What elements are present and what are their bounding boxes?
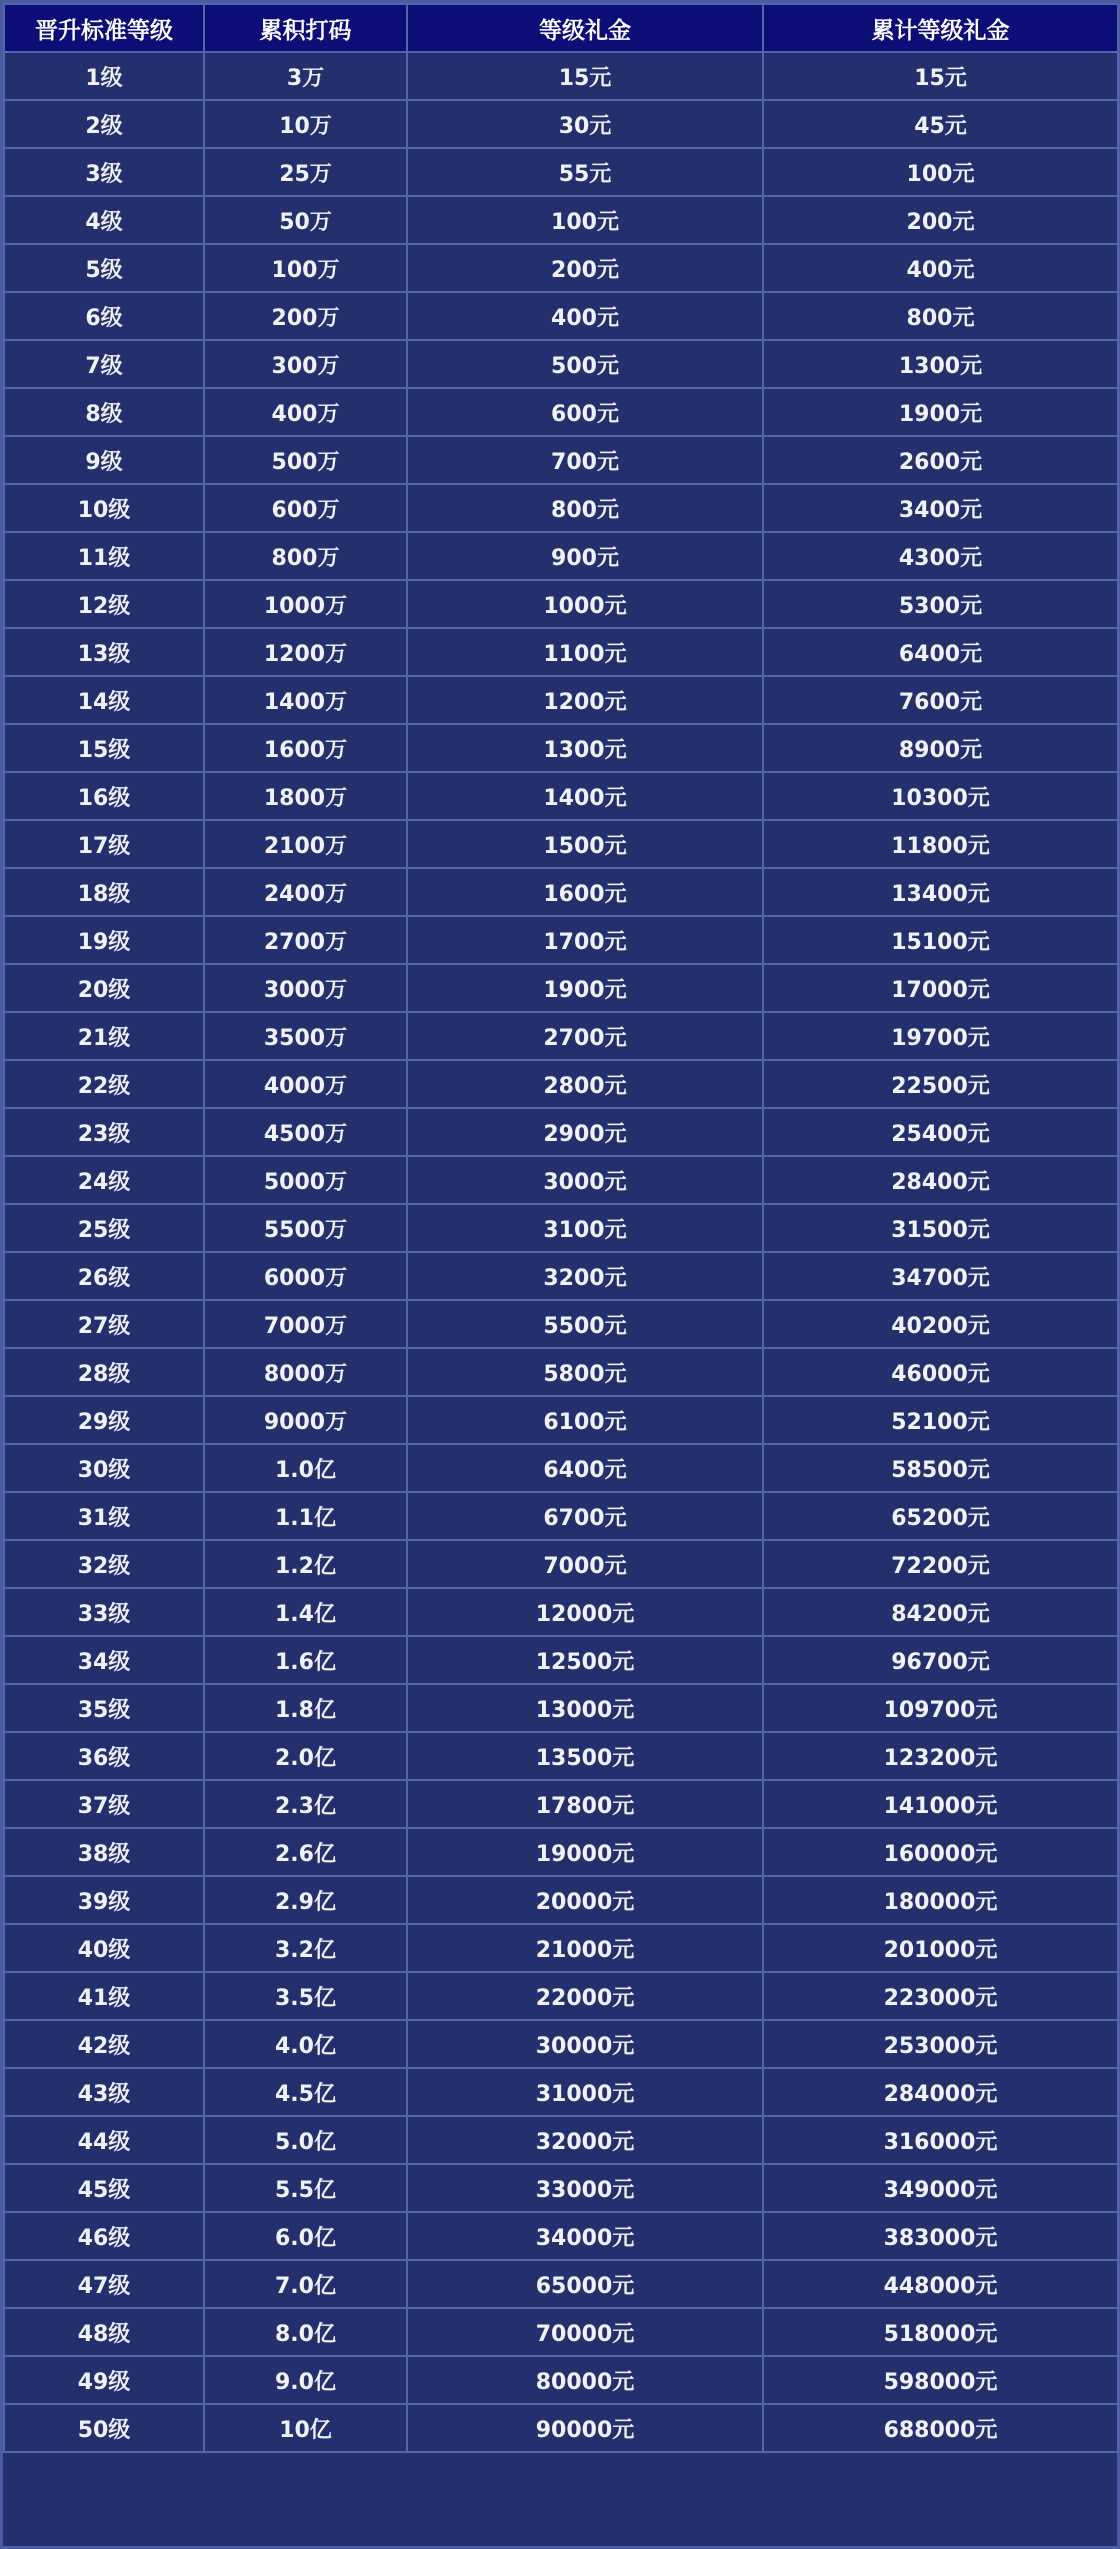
cell-level-bonus: 500元 <box>407 340 763 388</box>
cell-level: 9级 <box>4 436 204 484</box>
cell-cumulative-bonus: 15100元 <box>763 916 1118 964</box>
cell-level-bonus: 1200元 <box>407 676 763 724</box>
cell-cumulative-bonus: 25400元 <box>763 1108 1118 1156</box>
table-row <box>4 52 1118 100</box>
cell-cumulative-bonus: 141000元 <box>763 1780 1118 1828</box>
table-row <box>4 2212 1118 2260</box>
cell-cumulative-bonus: 65200元 <box>763 1492 1118 1540</box>
cell-level: 30级 <box>4 1444 204 1492</box>
cell-level: 32级 <box>4 1540 204 1588</box>
cell-level: 39级 <box>4 1876 204 1924</box>
cell-turnover: 3000万 <box>204 964 407 1012</box>
cell-cumulative-bonus: 34700元 <box>763 1252 1118 1300</box>
cell-cumulative-bonus: 5300元 <box>763 580 1118 628</box>
cell-cumulative-bonus: 2600元 <box>763 436 1118 484</box>
cell-turnover: 50万 <box>204 196 407 244</box>
cell-level: 12级 <box>4 580 204 628</box>
cell-level: 26级 <box>4 1252 204 1300</box>
cell-turnover: 25万 <box>204 148 407 196</box>
header-cumulative-bonus: 累计等级礼金 <box>763 4 1118 52</box>
cell-level-bonus: 34000元 <box>407 2212 763 2260</box>
cell-level: 44级 <box>4 2116 204 2164</box>
cell-cumulative-bonus: 3400元 <box>763 484 1118 532</box>
vip-level-table-frame <box>3 3 1117 2546</box>
cell-level-bonus: 100元 <box>407 196 763 244</box>
cell-level-bonus: 5500元 <box>407 1300 763 1348</box>
table-row <box>4 580 1118 628</box>
cell-level-bonus: 30000元 <box>407 2020 763 2068</box>
cell-cumulative-bonus: 688000元 <box>763 2404 1118 2452</box>
cell-level-bonus: 200元 <box>407 244 763 292</box>
cell-turnover: 1400万 <box>204 676 407 724</box>
table-row <box>4 916 1118 964</box>
cell-turnover: 2.3亿 <box>204 1780 407 1828</box>
table-row <box>4 2116 1118 2164</box>
table-row <box>4 148 1118 196</box>
cell-level: 1级 <box>4 52 204 100</box>
cell-level: 13级 <box>4 628 204 676</box>
cell-turnover: 7.0亿 <box>204 2260 407 2308</box>
vip-level-table <box>3 3 1119 2453</box>
cell-level: 50级 <box>4 2404 204 2452</box>
table-row <box>4 1396 1118 1444</box>
cell-level: 48级 <box>4 2308 204 2356</box>
cell-level: 27级 <box>4 1300 204 1348</box>
table-row <box>4 196 1118 244</box>
cell-turnover: 2.6亿 <box>204 1828 407 1876</box>
table-row <box>4 964 1118 1012</box>
table-row <box>4 100 1118 148</box>
table-row <box>4 1300 1118 1348</box>
cell-cumulative-bonus: 349000元 <box>763 2164 1118 2212</box>
table-row <box>4 2308 1118 2356</box>
cell-cumulative-bonus: 123200元 <box>763 1732 1118 1780</box>
cell-cumulative-bonus: 58500元 <box>763 1444 1118 1492</box>
cell-level-bonus: 20000元 <box>407 1876 763 1924</box>
cell-cumulative-bonus: 160000元 <box>763 1828 1118 1876</box>
cell-turnover: 7000万 <box>204 1300 407 1348</box>
cell-turnover: 1000万 <box>204 580 407 628</box>
table-row <box>4 772 1118 820</box>
cell-turnover: 1.8亿 <box>204 1684 407 1732</box>
cell-level-bonus: 1000元 <box>407 580 763 628</box>
cell-level: 14级 <box>4 676 204 724</box>
cell-level-bonus: 800元 <box>407 484 763 532</box>
cell-level-bonus: 31000元 <box>407 2068 763 2116</box>
cell-cumulative-bonus: 8900元 <box>763 724 1118 772</box>
cell-level: 31级 <box>4 1492 204 1540</box>
cell-cumulative-bonus: 13400元 <box>763 868 1118 916</box>
cell-turnover: 3500万 <box>204 1012 407 1060</box>
table-row <box>4 1060 1118 1108</box>
cell-level-bonus: 15元 <box>407 52 763 100</box>
cell-turnover: 2400万 <box>204 868 407 916</box>
table-row <box>4 244 1118 292</box>
cell-level: 21级 <box>4 1012 204 1060</box>
cell-level: 17级 <box>4 820 204 868</box>
cell-level-bonus: 12000元 <box>407 1588 763 1636</box>
table-row <box>4 1108 1118 1156</box>
cell-level-bonus: 3100元 <box>407 1204 763 1252</box>
cell-cumulative-bonus: 518000元 <box>763 2308 1118 2356</box>
table-row <box>4 2164 1118 2212</box>
cell-level-bonus: 6400元 <box>407 1444 763 1492</box>
cell-level: 35级 <box>4 1684 204 1732</box>
cell-level-bonus: 1500元 <box>407 820 763 868</box>
table-row <box>4 1924 1118 1972</box>
cell-turnover: 10亿 <box>204 2404 407 2452</box>
table-row <box>4 1204 1118 1252</box>
cell-turnover: 800万 <box>204 532 407 580</box>
cell-turnover: 500万 <box>204 436 407 484</box>
cell-turnover: 4000万 <box>204 1060 407 1108</box>
cell-turnover: 8000万 <box>204 1348 407 1396</box>
cell-level: 22级 <box>4 1060 204 1108</box>
cell-level-bonus: 1700元 <box>407 916 763 964</box>
cell-level-bonus: 3000元 <box>407 1156 763 1204</box>
cell-cumulative-bonus: 400元 <box>763 244 1118 292</box>
cell-level: 5级 <box>4 244 204 292</box>
cell-level-bonus: 2700元 <box>407 1012 763 1060</box>
cell-level-bonus: 7000元 <box>407 1540 763 1588</box>
table-row <box>4 676 1118 724</box>
cell-level: 2级 <box>4 100 204 148</box>
cell-level-bonus: 1300元 <box>407 724 763 772</box>
cell-level-bonus: 5800元 <box>407 1348 763 1396</box>
cell-level: 23级 <box>4 1108 204 1156</box>
cell-turnover: 600万 <box>204 484 407 532</box>
table-row <box>4 1156 1118 1204</box>
cell-level-bonus: 1100元 <box>407 628 763 676</box>
cell-turnover: 200万 <box>204 292 407 340</box>
table-row <box>4 868 1118 916</box>
cell-turnover: 400万 <box>204 388 407 436</box>
cell-level-bonus: 1600元 <box>407 868 763 916</box>
cell-level: 38级 <box>4 1828 204 1876</box>
cell-turnover: 1600万 <box>204 724 407 772</box>
cell-level: 47级 <box>4 2260 204 2308</box>
cell-level-bonus: 55元 <box>407 148 763 196</box>
cell-turnover: 4.0亿 <box>204 2020 407 2068</box>
cell-level-bonus: 32000元 <box>407 2116 763 2164</box>
table-row <box>4 1684 1118 1732</box>
cell-cumulative-bonus: 28400元 <box>763 1156 1118 1204</box>
cell-level: 20级 <box>4 964 204 1012</box>
cell-cumulative-bonus: 84200元 <box>763 1588 1118 1636</box>
table-row <box>4 1828 1118 1876</box>
cell-level: 18级 <box>4 868 204 916</box>
cell-level: 16级 <box>4 772 204 820</box>
cell-cumulative-bonus: 223000元 <box>763 1972 1118 2020</box>
cell-cumulative-bonus: 31500元 <box>763 1204 1118 1252</box>
cell-turnover: 10万 <box>204 100 407 148</box>
cell-level: 7级 <box>4 340 204 388</box>
table-row <box>4 1540 1118 1588</box>
table-row <box>4 1012 1118 1060</box>
cell-turnover: 1200万 <box>204 628 407 676</box>
cell-level: 46级 <box>4 2212 204 2260</box>
cell-cumulative-bonus: 6400元 <box>763 628 1118 676</box>
cell-level-bonus: 1400元 <box>407 772 763 820</box>
cell-cumulative-bonus: 316000元 <box>763 2116 1118 2164</box>
table-row <box>4 2356 1118 2404</box>
cell-level: 41级 <box>4 1972 204 2020</box>
cell-turnover: 2.9亿 <box>204 1876 407 1924</box>
header-turnover: 累积打码 <box>204 4 407 52</box>
cell-cumulative-bonus: 96700元 <box>763 1636 1118 1684</box>
cell-cumulative-bonus: 72200元 <box>763 1540 1118 1588</box>
cell-level-bonus: 30元 <box>407 100 763 148</box>
cell-turnover: 3.2亿 <box>204 1924 407 1972</box>
cell-turnover: 9000万 <box>204 1396 407 1444</box>
cell-level-bonus: 90000元 <box>407 2404 763 2452</box>
cell-turnover: 5.5亿 <box>204 2164 407 2212</box>
cell-level: 3级 <box>4 148 204 196</box>
cell-turnover: 1800万 <box>204 772 407 820</box>
cell-level-bonus: 2900元 <box>407 1108 763 1156</box>
cell-turnover: 2.0亿 <box>204 1732 407 1780</box>
cell-cumulative-bonus: 19700元 <box>763 1012 1118 1060</box>
table-row <box>4 388 1118 436</box>
cell-level: 25级 <box>4 1204 204 1252</box>
cell-level: 10级 <box>4 484 204 532</box>
cell-level: 49级 <box>4 2356 204 2404</box>
table-row <box>4 1492 1118 1540</box>
cell-cumulative-bonus: 22500元 <box>763 1060 1118 1108</box>
cell-turnover: 1.0亿 <box>204 1444 407 1492</box>
cell-level: 29级 <box>4 1396 204 1444</box>
cell-turnover: 6000万 <box>204 1252 407 1300</box>
table-row <box>4 1780 1118 1828</box>
cell-level-bonus: 65000元 <box>407 2260 763 2308</box>
cell-level: 15级 <box>4 724 204 772</box>
table-row <box>4 532 1118 580</box>
cell-cumulative-bonus: 52100元 <box>763 1396 1118 1444</box>
cell-cumulative-bonus: 17000元 <box>763 964 1118 1012</box>
table-row <box>4 1252 1118 1300</box>
cell-turnover: 1.1亿 <box>204 1492 407 1540</box>
cell-cumulative-bonus: 598000元 <box>763 2356 1118 2404</box>
cell-cumulative-bonus: 11800元 <box>763 820 1118 868</box>
table-row <box>4 1588 1118 1636</box>
cell-level: 34级 <box>4 1636 204 1684</box>
cell-level: 33级 <box>4 1588 204 1636</box>
table-row <box>4 1636 1118 1684</box>
cell-cumulative-bonus: 180000元 <box>763 1876 1118 1924</box>
table-row <box>4 2404 1118 2452</box>
table-body <box>4 52 1118 2452</box>
table-row <box>4 2260 1118 2308</box>
cell-turnover: 2700万 <box>204 916 407 964</box>
cell-level: 40级 <box>4 1924 204 1972</box>
cell-level-bonus: 12500元 <box>407 1636 763 1684</box>
table-row <box>4 436 1118 484</box>
cell-cumulative-bonus: 7600元 <box>763 676 1118 724</box>
cell-cumulative-bonus: 100元 <box>763 148 1118 196</box>
cell-turnover: 5000万 <box>204 1156 407 1204</box>
cell-level: 45级 <box>4 2164 204 2212</box>
table-row <box>4 1444 1118 1492</box>
cell-level: 24级 <box>4 1156 204 1204</box>
cell-level-bonus: 3200元 <box>407 1252 763 1300</box>
cell-turnover: 4.5亿 <box>204 2068 407 2116</box>
cell-level: 42级 <box>4 2020 204 2068</box>
cell-cumulative-bonus: 201000元 <box>763 1924 1118 1972</box>
cell-cumulative-bonus: 4300元 <box>763 532 1118 580</box>
cell-turnover: 9.0亿 <box>204 2356 407 2404</box>
cell-level: 37级 <box>4 1780 204 1828</box>
cell-level-bonus: 700元 <box>407 436 763 484</box>
table-row <box>4 2068 1118 2116</box>
cell-level-bonus: 21000元 <box>407 1924 763 1972</box>
cell-level: 6级 <box>4 292 204 340</box>
table-row <box>4 724 1118 772</box>
cell-level-bonus: 19000元 <box>407 1828 763 1876</box>
cell-turnover: 8.0亿 <box>204 2308 407 2356</box>
cell-cumulative-bonus: 253000元 <box>763 2020 1118 2068</box>
cell-level-bonus: 80000元 <box>407 2356 763 2404</box>
cell-cumulative-bonus: 800元 <box>763 292 1118 340</box>
cell-cumulative-bonus: 383000元 <box>763 2212 1118 2260</box>
cell-cumulative-bonus: 1300元 <box>763 340 1118 388</box>
cell-level-bonus: 70000元 <box>407 2308 763 2356</box>
cell-cumulative-bonus: 448000元 <box>763 2260 1118 2308</box>
table-row <box>4 292 1118 340</box>
cell-cumulative-bonus: 200元 <box>763 196 1118 244</box>
table-row <box>4 1732 1118 1780</box>
cell-cumulative-bonus: 45元 <box>763 100 1118 148</box>
cell-cumulative-bonus: 1900元 <box>763 388 1118 436</box>
cell-cumulative-bonus: 15元 <box>763 52 1118 100</box>
cell-level-bonus: 6700元 <box>407 1492 763 1540</box>
table-row <box>4 1348 1118 1396</box>
cell-cumulative-bonus: 109700元 <box>763 1684 1118 1732</box>
cell-level-bonus: 22000元 <box>407 1972 763 2020</box>
cell-level-bonus: 600元 <box>407 388 763 436</box>
cell-cumulative-bonus: 10300元 <box>763 772 1118 820</box>
cell-turnover: 300万 <box>204 340 407 388</box>
cell-level-bonus: 900元 <box>407 532 763 580</box>
table-row <box>4 628 1118 676</box>
cell-level-bonus: 400元 <box>407 292 763 340</box>
cell-level: 8级 <box>4 388 204 436</box>
cell-level: 28级 <box>4 1348 204 1396</box>
cell-turnover: 2100万 <box>204 820 407 868</box>
table-row <box>4 820 1118 868</box>
cell-cumulative-bonus: 40200元 <box>763 1300 1118 1348</box>
table-header-row <box>4 4 1118 52</box>
cell-level-bonus: 33000元 <box>407 2164 763 2212</box>
cell-turnover: 3万 <box>204 52 407 100</box>
header-level-bonus: 等级礼金 <box>407 4 763 52</box>
cell-turnover: 1.2亿 <box>204 1540 407 1588</box>
cell-level-bonus: 2800元 <box>407 1060 763 1108</box>
cell-cumulative-bonus: 46000元 <box>763 1348 1118 1396</box>
cell-level: 19级 <box>4 916 204 964</box>
cell-level: 11级 <box>4 532 204 580</box>
table-row <box>4 2020 1118 2068</box>
cell-level-bonus: 17800元 <box>407 1780 763 1828</box>
cell-turnover: 1.4亿 <box>204 1588 407 1636</box>
cell-turnover: 3.5亿 <box>204 1972 407 2020</box>
table-row <box>4 1876 1118 1924</box>
cell-level: 43级 <box>4 2068 204 2116</box>
table-row <box>4 340 1118 388</box>
cell-level-bonus: 13000元 <box>407 1684 763 1732</box>
cell-turnover: 4500万 <box>204 1108 407 1156</box>
cell-level: 36级 <box>4 1732 204 1780</box>
cell-level-bonus: 6100元 <box>407 1396 763 1444</box>
cell-turnover: 100万 <box>204 244 407 292</box>
cell-turnover: 6.0亿 <box>204 2212 407 2260</box>
cell-turnover: 5500万 <box>204 1204 407 1252</box>
cell-turnover: 5.0亿 <box>204 2116 407 2164</box>
cell-level: 4级 <box>4 196 204 244</box>
header-level: 晋升标准等级 <box>4 4 204 52</box>
cell-level-bonus: 13500元 <box>407 1732 763 1780</box>
cell-turnover: 1.6亿 <box>204 1636 407 1684</box>
cell-cumulative-bonus: 284000元 <box>763 2068 1118 2116</box>
table-row <box>4 1972 1118 2020</box>
cell-level-bonus: 1900元 <box>407 964 763 1012</box>
table-row <box>4 484 1118 532</box>
